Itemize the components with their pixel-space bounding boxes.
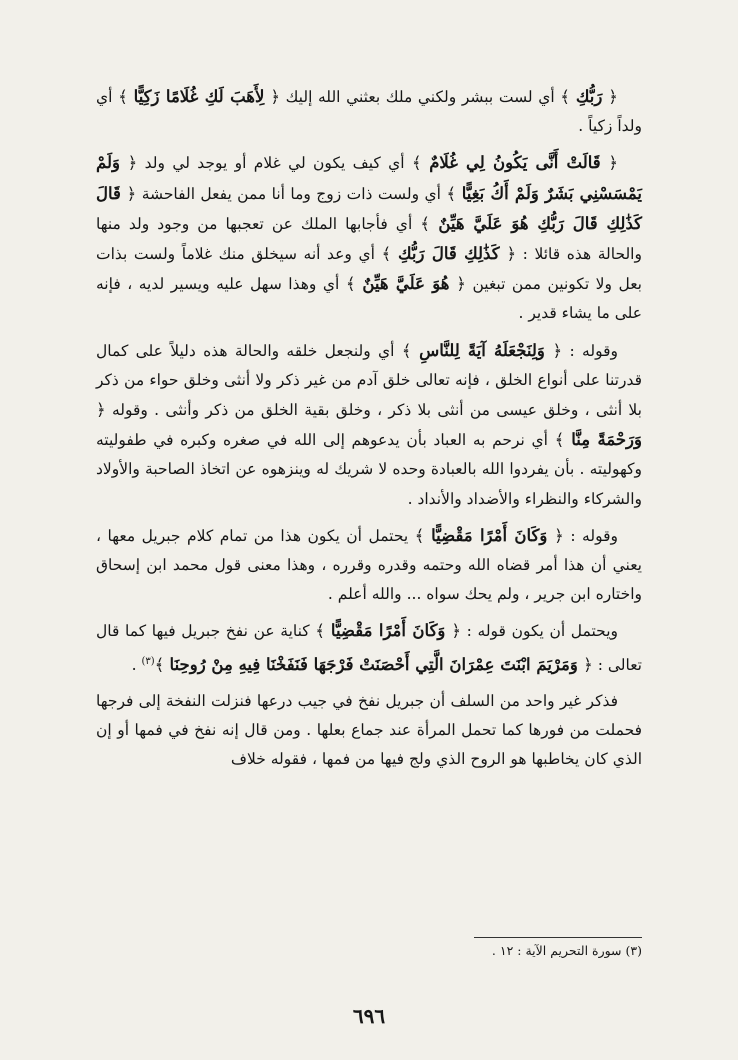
commentary-text: أي فأجابها الملك عن تعجبها من وجود ولد منها والحالة هذه قائلا :	[96, 214, 642, 264]
verse-text: وَلَمْ يَمْسَسْنِي بَشَرٌ وَلَمْ أَكُ بَغِيًّا	[96, 153, 642, 203]
verse-text: لِأَهَبَ لَكِ غُلَامًا زَكِيًّا	[133, 87, 265, 106]
commentary-text: .	[131, 655, 142, 674]
quran-quote	[415, 526, 564, 545]
commentary-text: وقوله :	[563, 526, 618, 545]
quran-quote	[155, 655, 593, 674]
ornate-bracket-open: ﴿	[547, 525, 564, 545]
commentary-text: ويحتمل أن يكون قوله :	[461, 622, 618, 641]
footnote: (٣) سورة التحريم الآية : ١٢ .	[491, 943, 642, 958]
ornate-bracket-close: ﴾	[420, 213, 439, 233]
quran-quote	[560, 87, 618, 106]
ornate-bracket-open: ﴿	[120, 183, 137, 203]
verse-text: قَالَتْ أَنَّى يَكُونُ لِي غُلَامٌ	[429, 153, 601, 173]
paragraph	[96, 687, 642, 775]
quran-quote	[346, 274, 466, 293]
verse-text: وَرَحْمَةً مِنَّا	[571, 430, 642, 450]
ornate-bracket-close: ﴾	[446, 183, 462, 203]
quran-quote	[381, 244, 516, 263]
ornate-bracket-open: ﴿	[264, 87, 280, 106]
footnote-marker: (٣)	[141, 655, 155, 667]
commentary-text: فذكر غير واحد من السلف أن جبريل نفخ في جيب درعها فنزلت النفخة إلى فرجها فحملت من فورها كما تحمل المرأة عند جماع بعلها . ومن قال إنه نفخ في فمها أو إن الذي كان يخاطبها هو الروح الذي ولج فيها من فمها ، فقوله خلاف	[96, 692, 642, 769]
verse-text: قَالَ كَذَٰلِكِ قَالَ رَبُّكِ هُوَ عَلَيَّ هَيِّنٌ	[96, 183, 642, 233]
ornate-bracket-open: ﴿	[602, 87, 618, 106]
commentary-text: أي نرحم به العباد بأن يدعوهم إلى الله في صغره وكبره في طفوليته وكهوليته . بأن يفردوا الله بالعبادة وحده لا شريك له وينزهوه عن اتخاذ الصاحبة والأولاد والشركاء والنظراء والأضداد والأنداد .	[96, 431, 642, 508]
commentary-text: أي وهذا سهل عليه ويسير لديه ، فإنه على ما يشاء قدير .	[96, 275, 642, 323]
quran-quote	[118, 87, 280, 106]
paragraph	[96, 148, 642, 328]
verse-text: هُوَ عَلَيَّ هَيِّنٌ	[362, 274, 450, 294]
ornate-bracket-close: ﴾	[381, 244, 398, 264]
ornate-bracket-close: ﴾	[315, 621, 331, 641]
ornate-bracket-close: ﴾	[414, 525, 432, 545]
paragraph	[96, 336, 642, 514]
quran-quote	[412, 153, 618, 172]
ornate-bracket-open: ﴿	[449, 274, 466, 294]
verse-text: وَكَانَ أَمْرًا مَقْضِيًّا	[330, 621, 446, 641]
commentary-text: أي ولست ذات زوج وما أنا ممن يفعل الفاحشة	[136, 184, 447, 203]
page-number: ٦٩٦	[352, 1004, 386, 1028]
ornate-bracket-close: ﴾	[154, 654, 170, 674]
verse-text: وَكَانَ أَمْرًا مَقْضِيًّا	[431, 525, 548, 545]
ornate-bracket-open: ﴿	[96, 400, 106, 420]
ornate-bracket-open: ﴿	[600, 153, 619, 173]
ornate-bracket-open: ﴿	[577, 654, 593, 674]
paragraph	[96, 616, 642, 680]
ornate-bracket-close: ﴾	[118, 87, 134, 106]
ornate-bracket-open: ﴿	[499, 244, 517, 264]
commentary-text: أي ولنجعل خلقه والحالة هذه دليلاً على كمال قدرتنا على أنواع الخلق ، فإنه تعالى خلق آدم من غير ذكر ولا أنثى وخلق حواء من ذكر بلا أنثى ، وخلق عيسى من أنثى بلا ذكر ، وخلق بقية الخلق من ذكر وأنثى . وقوله	[96, 341, 642, 420]
ornate-bracket-close: ﴾	[345, 274, 363, 294]
verse-text: رَبُّكِ	[575, 87, 603, 106]
ornate-bracket-close: ﴾	[554, 430, 572, 450]
footnote-separator	[474, 937, 642, 938]
commentary-text: يحتمل أن يكون هذا من تمام كلام جبريل معها ، يعني أن هذا أمر قضاه الله وحتمه وقدره وقرره ، وهذا معنى قول محمد ابن إسحاق واختاره ابن جرير ، ولم يحك سواه ... والله أعلم .	[96, 526, 642, 604]
ornate-bracket-open: ﴿	[119, 153, 138, 173]
verse-text: وَمَرْيَمَ ابْنَتَ عِمْرَانَ الَّتِي أَحْصَنَتْ فَرْجَهَا فَنَفَخْنَا فِيهِ مِنْ رُوحِنَا	[169, 654, 578, 674]
commentary-text: أي ولداً زكياً .	[96, 88, 642, 136]
commentary-text: أي كيف يكون لي غلام أو يوجد لي ولد	[137, 154, 412, 173]
commentary-text: أي وعد أنه سيخلق منك غلاماً ولست بذات بعل ولا تكونين ممن تبغين	[96, 245, 642, 294]
paragraph	[96, 521, 642, 610]
verse-text: وَلِنَجْعَلَهُ آيَةً لِلنَّاسِ	[419, 340, 545, 360]
commentary-text: وقوله :	[562, 341, 618, 360]
ornate-bracket-close: ﴾	[560, 87, 576, 106]
verse-text: كَذَٰلِكِ قَالَ رَبُّكِ	[398, 244, 500, 264]
body-text	[96, 82, 642, 775]
ornate-bracket-open: ﴿	[445, 621, 462, 641]
ornate-bracket-close: ﴾	[401, 340, 420, 360]
quran-quote	[402, 341, 562, 360]
commentary-text: كناية عن نفخ جبريل فيها كما قال تعالى :	[96, 622, 642, 674]
ornate-bracket-close: ﴾	[411, 153, 430, 173]
ornate-bracket-open: ﴿	[544, 340, 563, 360]
paragraph	[96, 82, 642, 141]
quran-quote	[315, 621, 461, 640]
commentary-text: أي لست ببشر ولكني ملك بعثني الله إليك	[280, 88, 561, 106]
